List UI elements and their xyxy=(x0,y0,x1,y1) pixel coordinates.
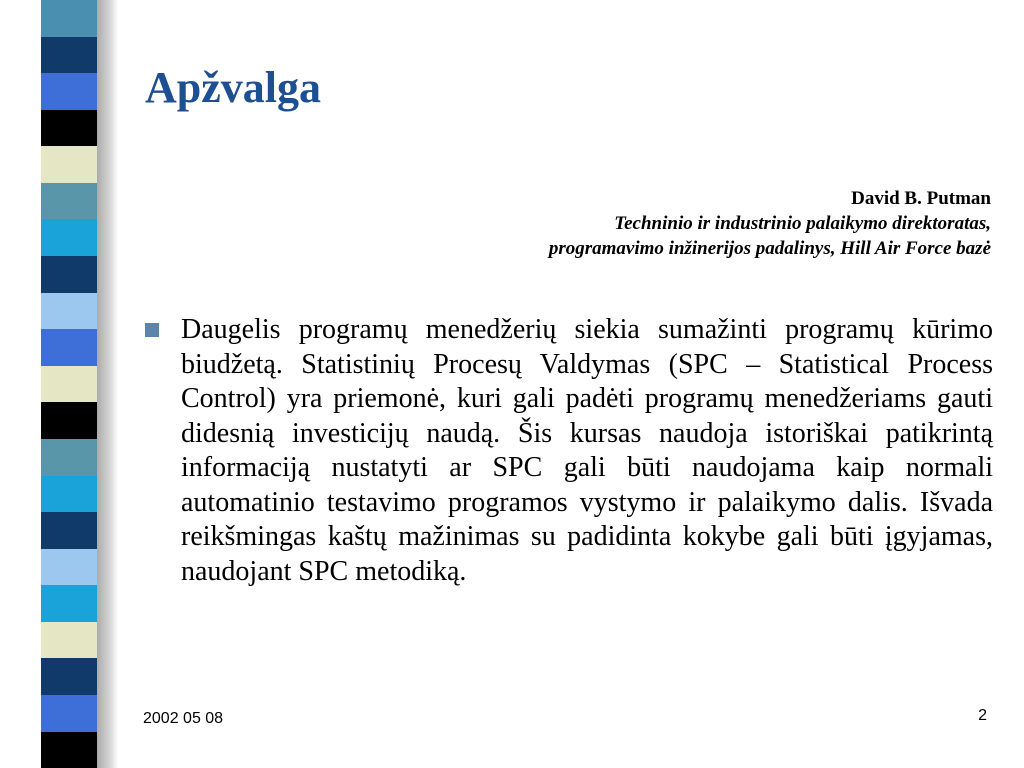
bullet-list xyxy=(145,313,993,589)
stripe-block xyxy=(41,146,97,183)
stripe-block xyxy=(41,110,97,147)
stripe-block xyxy=(41,658,97,695)
stripe-block xyxy=(41,183,97,220)
stripe-block xyxy=(41,219,97,256)
decorative-stripe xyxy=(41,0,97,768)
stripe-block xyxy=(41,622,97,659)
stripe-block xyxy=(41,0,97,37)
square-bullet-icon xyxy=(145,323,159,337)
stripe-block xyxy=(41,585,97,622)
stripe-block xyxy=(41,293,97,330)
stripe-block xyxy=(41,439,97,476)
slide-title: Apžvalga xyxy=(145,63,321,112)
author-affiliation-line-1: Techninio ir industrinio palaikymo direktoratas, xyxy=(614,213,991,234)
stripe-block xyxy=(41,549,97,586)
stripe-block xyxy=(41,402,97,439)
author-affiliation-line-2: programavimo inžinerijos padalinys, Hill Air Force bazė xyxy=(548,238,991,259)
stripe-block xyxy=(41,732,97,768)
stripe-block xyxy=(41,366,97,403)
stripe-block xyxy=(41,512,97,549)
stripe-block xyxy=(41,695,97,732)
page-number: 2 xyxy=(978,707,987,724)
bullet-text: Daugelis programų menedžerių siekia sumažinti programų kūrimo biudžetą. Statistinių Procesų Valdymas (SPC – Statistical Process Control) yra priemonė, kuri gali padėti programų menedžeriams gauti didesnią investicijų naudą. Šis kursas naudoja istoriškai patikrintą informaciją nustatyti ar SPC gali būti naudojama kaip normali automatinio testavimo programos vystymo ir palaikymo dalis. Išvada reikšmingas kaštų mažinimas su padidinta kokybe gali būti įgyjamas, naudojant SPC metodiką. xyxy=(181,314,993,587)
stripe-block xyxy=(41,256,97,293)
author-block xyxy=(291,186,991,261)
stripe-block xyxy=(41,37,97,74)
stripe-block xyxy=(41,476,97,513)
stripe-block xyxy=(41,329,97,366)
stripe-block xyxy=(41,73,97,110)
author-name: David B. Putman xyxy=(851,188,991,209)
footer-date: 2002 05 08 xyxy=(143,710,224,727)
